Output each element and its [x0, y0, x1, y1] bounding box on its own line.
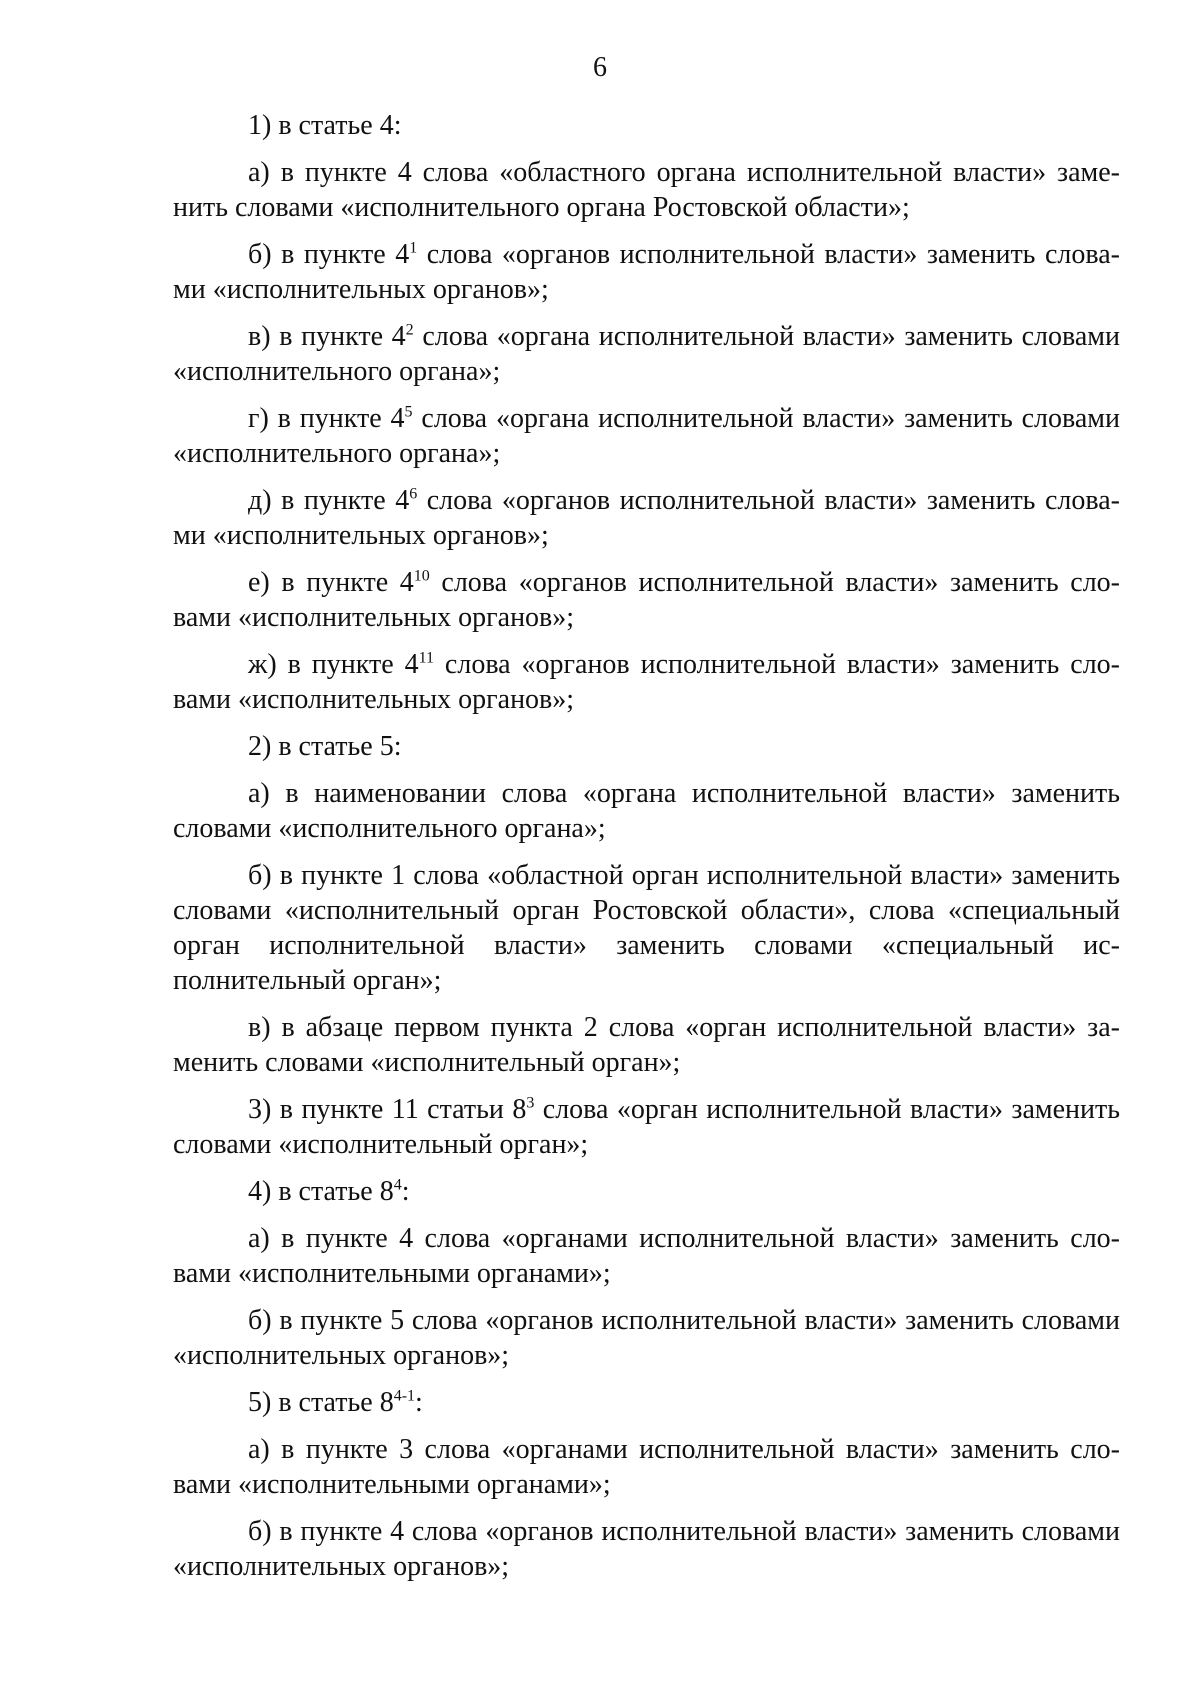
paragraph-text: слова «органа исполнительной власти» заменить словами «исполнительного органа»;	[173, 403, 1120, 469]
paragraph-text: :	[401, 1176, 410, 1207]
paragraph-text: г) в пункте 4	[248, 403, 405, 434]
paragraph-12: в) в абзаце первом пункта 2 слова «орган исполнительной власти» заменить словами «исполнительный орган»;	[173, 1012, 1120, 1078]
paragraph-text: 5) в статье 8	[248, 1387, 394, 1418]
paragraph-text: б) в пункте 4	[248, 239, 410, 270]
paragraph-14	[173, 1174, 1120, 1209]
paragraph-text: слова «органа исполнительной власти» заменить словами «исполнительного органа»;	[173, 321, 1120, 387]
paragraph-13	[173, 1092, 1120, 1162]
paragraph-text: слова «орган исполнительной власти» заменить словами «исполнительный орган»;	[173, 1094, 1121, 1160]
superscript: 2	[405, 321, 414, 339]
superscript: 5	[404, 403, 413, 421]
paragraph-text: е) в пункте 4	[248, 567, 414, 598]
superscript: 3	[526, 1094, 535, 1112]
paragraph-text: :	[415, 1387, 423, 1418]
paragraph-6	[173, 483, 1120, 553]
paragraph-text: слова «органов исполнительной власти» заменить словами «исполнительных органов»;	[173, 239, 1120, 305]
paragraph-text: в) в пункте 4	[248, 321, 406, 352]
paragraph-19: б) в пункте 4 слова «органов исполнительной власти» заменить словами «исполнительных органов»;	[173, 1516, 1120, 1582]
paragraph-10: а) в наименовании слова «органа исполнительной власти» заменить словами «исполнительного органа»;	[173, 778, 1120, 844]
paragraph-3	[173, 237, 1120, 307]
page-number: 6	[593, 52, 607, 83]
paragraph-15: а) в пункте 4 слова «органами исполнительной власти» заменить словами «исполнительными органами»;	[173, 1223, 1120, 1289]
paragraph-text: слова «органов исполнительной власти» заменить словами «исполнительных органов»;	[173, 567, 1120, 633]
paragraph-17	[173, 1385, 1120, 1420]
superscript: 4-1	[393, 1387, 416, 1405]
paragraph-text: д) в пункте 4	[248, 485, 410, 516]
paragraph-2: а) в пункте 4 слова «областного органа исполнительной власти» заменить словами «исполнительного органа Ростовской области»;	[173, 157, 1120, 223]
paragraph-text: ж) в пункте 4	[248, 649, 419, 680]
paragraph-18: а) в пункте 3 слова «органами исполнительной власти» заменить словами «исполнительными органами»;	[173, 1434, 1120, 1500]
superscript: 6	[409, 485, 418, 503]
document-body	[173, 108, 1120, 1596]
superscript: 11	[418, 649, 434, 667]
superscript: 1	[409, 239, 418, 257]
superscript: 4	[393, 1176, 402, 1194]
paragraph-11: б) в пункте 1 слова «областной орган исполнительной власти» заменить словами «исполнительный орган Ростовской области», слова «специальный орган исполнительной власти» заменить словами «специальный исполнительный орган»;	[173, 860, 1120, 996]
paragraph-9: 2) в статье 5:	[248, 731, 402, 762]
paragraph-text: 4) в статье 8	[248, 1176, 394, 1207]
paragraph-7	[173, 565, 1120, 635]
superscript: 10	[413, 567, 430, 585]
paragraph-text: слова «органов исполнительной власти» заменить словами «исполнительных органов»;	[173, 485, 1120, 551]
paragraph-4	[173, 319, 1120, 389]
paragraph-16: б) в пункте 5 слова «органов исполнительной власти» заменить словами «исполнительных органов»;	[173, 1305, 1120, 1371]
paragraph-8	[173, 647, 1120, 717]
paragraph-text: слова «органов исполнительной власти» заменить словами «исполнительных органов»;	[173, 649, 1120, 715]
paragraph-5	[173, 401, 1120, 471]
paragraph-text: 3) в пункте 11 статьи 8	[248, 1094, 527, 1125]
paragraph-1: 1) в статье 4:	[248, 110, 402, 141]
